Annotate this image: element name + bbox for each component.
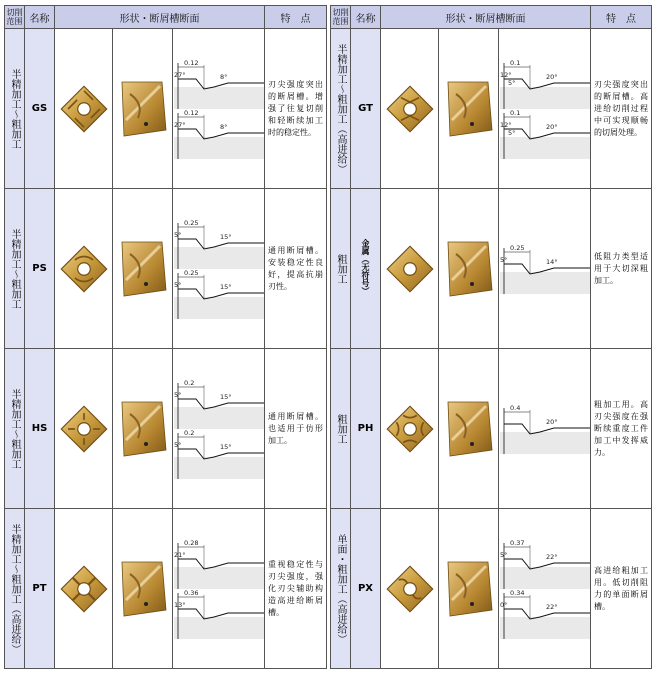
photo-cell	[439, 189, 499, 349]
name-cell	[25, 29, 55, 189]
feature-text: 通用断屑槽。安装稳定性良好，提高抗崩刃性。	[265, 189, 327, 349]
dim-angle-b: 15°	[219, 282, 232, 291]
range-text: 半精加工～粗加工（高进给）	[335, 43, 346, 174]
header-feature: 特 点	[265, 6, 327, 29]
photo-cell	[439, 509, 499, 669]
dim-width: 0.12	[183, 108, 198, 117]
chipbreaker-photo	[442, 394, 496, 464]
range-text: 粗加工	[335, 253, 346, 284]
insert-icon	[385, 404, 435, 454]
insert-icon	[385, 244, 435, 294]
dim-angle-a: 27°	[173, 70, 186, 79]
dim-angle-a: 0°	[499, 600, 507, 609]
dim-width: 0.1	[509, 108, 520, 117]
insert-icon	[59, 404, 109, 454]
header-range-text: 切削 范围	[6, 8, 23, 26]
feature-text: 刃尖强度突出的断屑槽。高进给切削过程中可实现顺畅的切屑处理。	[591, 29, 652, 189]
profile-bot	[500, 589, 590, 639]
insert-cell	[55, 29, 113, 189]
insert-cell	[381, 189, 439, 349]
dim-angle-a: 5°	[173, 230, 181, 239]
dim-angle-b: 20°	[545, 417, 558, 426]
dim-angle-b: 20°	[545, 72, 558, 81]
dim-angle-a: 13°	[173, 600, 186, 609]
dim-angle-a: 5°	[499, 550, 507, 559]
chipbreaker-photo	[442, 554, 496, 624]
dim-width: 0.25	[509, 243, 524, 252]
left-table	[4, 5, 327, 669]
range-text: 粗加工	[335, 413, 346, 444]
grade-name: PX	[357, 583, 374, 594]
profile-top	[500, 404, 590, 454]
dim-width: 0.25	[183, 218, 198, 227]
chipbreaker-photo	[116, 74, 170, 144]
header-name: 名称	[25, 6, 55, 29]
insert-cell	[55, 509, 113, 669]
grade-name: 金属（无符号）	[361, 239, 370, 295]
profile-bot	[174, 429, 264, 479]
dim-angle-a: 12°	[499, 70, 512, 79]
grade-name: PT	[32, 583, 47, 594]
profile-top	[500, 59, 590, 109]
insert-icon	[59, 564, 109, 614]
name-cell	[351, 189, 381, 349]
feature-text: 通用断屑槽。也适用于仿形加工。	[265, 349, 327, 509]
profile-top	[500, 244, 590, 294]
chipbreaker-photo	[116, 394, 170, 464]
header-name: 名称	[351, 6, 381, 29]
left-header-row	[5, 6, 327, 29]
profile-cell	[499, 29, 591, 189]
photo-cell	[113, 29, 173, 189]
insert-cell	[381, 29, 439, 189]
dim-width: 0.34	[509, 588, 524, 597]
name-cell	[351, 509, 381, 669]
insert-icon	[385, 564, 435, 614]
table-row	[331, 189, 652, 349]
range-text: 单面・粗加工（高进给）	[335, 533, 346, 644]
profile-bot	[174, 109, 264, 159]
profile-bot	[174, 589, 264, 639]
feature-text: 刃尖强度突出的断屑槽。增强了往复切削和轻断续加工时的稳定性。	[265, 29, 327, 189]
range-cell	[5, 349, 25, 509]
dim-angle-b: 15°	[219, 392, 232, 401]
header-feature: 特 点	[591, 6, 652, 29]
dim-angle-c: 5°	[507, 78, 515, 87]
photo-cell	[439, 29, 499, 189]
dim-width: 0.1	[509, 58, 520, 67]
header-range-text: 切削 范围	[332, 8, 349, 26]
profile-top	[174, 379, 264, 429]
dim-angle-b: 14°	[545, 257, 558, 266]
grade-name: HS	[31, 423, 48, 434]
dim-angle-a: 12°	[499, 120, 512, 129]
profile-top	[174, 59, 264, 109]
name-cell	[351, 349, 381, 509]
right-header-row	[331, 6, 652, 29]
dim-width: 0.12	[183, 58, 198, 67]
insert-cell	[55, 189, 113, 349]
grade-name: GT	[358, 103, 373, 114]
insert-icon	[59, 244, 109, 294]
name-cell	[25, 509, 55, 669]
table-row	[5, 189, 327, 349]
dim-angle-a: 5°	[173, 440, 181, 449]
grade-name: PH	[357, 423, 374, 434]
dim-angle-c: 5°	[507, 128, 515, 137]
insert-cell	[381, 349, 439, 509]
photo-cell	[113, 189, 173, 349]
dim-width: 0.2	[183, 428, 194, 437]
dim-width: 0.37	[509, 538, 524, 547]
dim-angle-b: 8°	[219, 72, 227, 81]
chipbreaker-photo	[116, 234, 170, 304]
dim-angle-a: 27°	[173, 120, 186, 129]
range-cell	[5, 509, 25, 669]
grade-name: PS	[32, 263, 47, 274]
grade-name: GS	[31, 103, 48, 114]
range-cell	[331, 189, 351, 349]
dim-angle-b: 8°	[219, 122, 227, 131]
name-cell	[25, 349, 55, 509]
profile-cell	[173, 189, 265, 349]
name-cell	[351, 29, 381, 189]
profile-top	[174, 539, 264, 589]
table-row	[5, 509, 327, 669]
dim-width: 0.4	[509, 403, 520, 412]
right-table	[330, 5, 652, 669]
range-text: 半精加工～粗加工（高进给）	[9, 523, 20, 654]
table-row	[5, 29, 327, 189]
dim-angle-b: 20°	[545, 122, 558, 131]
dim-angle-b: 15°	[219, 442, 232, 451]
feature-text: 低阻力类型适用于大切深粗加工。	[591, 189, 652, 349]
range-cell	[5, 189, 25, 349]
profile-bot	[500, 109, 590, 159]
chipbreaker-photo	[442, 74, 496, 144]
name-cell	[25, 189, 55, 349]
dim-angle-a: 21°	[173, 550, 186, 559]
header-shape: 形状・断屑槽断面	[55, 6, 265, 29]
feature-text: 重视稳定性与刃尖强度，强化刃尖辅助构造高进给断屑槽。	[265, 509, 327, 669]
dim-angle-a: 5°	[499, 255, 507, 264]
range-text: 半精加工～粗加工	[9, 388, 20, 469]
photo-cell	[113, 509, 173, 669]
dim-angle-b: 15°	[219, 232, 232, 241]
range-cell	[331, 509, 351, 669]
range-cell	[5, 29, 25, 189]
range-text: 半精加工～粗加工	[9, 68, 20, 149]
photo-cell	[439, 349, 499, 509]
insert-icon	[59, 84, 109, 134]
insert-icon	[385, 84, 435, 134]
dim-angle-a: 5°	[173, 280, 181, 289]
profile-top	[174, 219, 264, 269]
profile-cell	[173, 509, 265, 669]
profile-cell	[499, 349, 591, 509]
header-shape: 形状・断屑槽断面	[381, 6, 591, 29]
profile-top	[500, 539, 590, 589]
dim-angle-b: 22°	[545, 552, 558, 561]
dim-angle-a: 5°	[173, 390, 181, 399]
feature-text: 高进给粗加工用。低切削阻力的单面断屑槽。	[591, 509, 652, 669]
range-text: 半精加工～粗加工	[9, 228, 20, 309]
insert-cell	[381, 509, 439, 669]
chipbreaker-photo	[442, 234, 496, 304]
dim-angle-b: 22°	[545, 602, 558, 611]
feature-text: 粗加工用。高刃尖强度在强断续重度工件加工中发挥威力。	[591, 349, 652, 509]
table-row	[331, 29, 652, 189]
insert-cell	[55, 349, 113, 509]
dim-width: 0.36	[183, 588, 198, 597]
profile-cell	[173, 29, 265, 189]
photo-cell	[113, 349, 173, 509]
table-row	[331, 349, 652, 509]
profile-cell	[499, 189, 591, 349]
range-cell	[331, 349, 351, 509]
table-row	[5, 349, 327, 509]
chipbreaker-photo	[116, 554, 170, 624]
profile-cell	[173, 349, 265, 509]
dim-width: 0.25	[183, 268, 198, 277]
dim-width: 0.28	[183, 538, 198, 547]
header-range	[331, 6, 351, 29]
header-range	[5, 6, 25, 29]
dim-width: 0.2	[183, 378, 194, 387]
range-cell	[331, 29, 351, 189]
profile-bot	[174, 269, 264, 319]
profile-cell	[499, 509, 591, 669]
table-row	[331, 509, 652, 669]
